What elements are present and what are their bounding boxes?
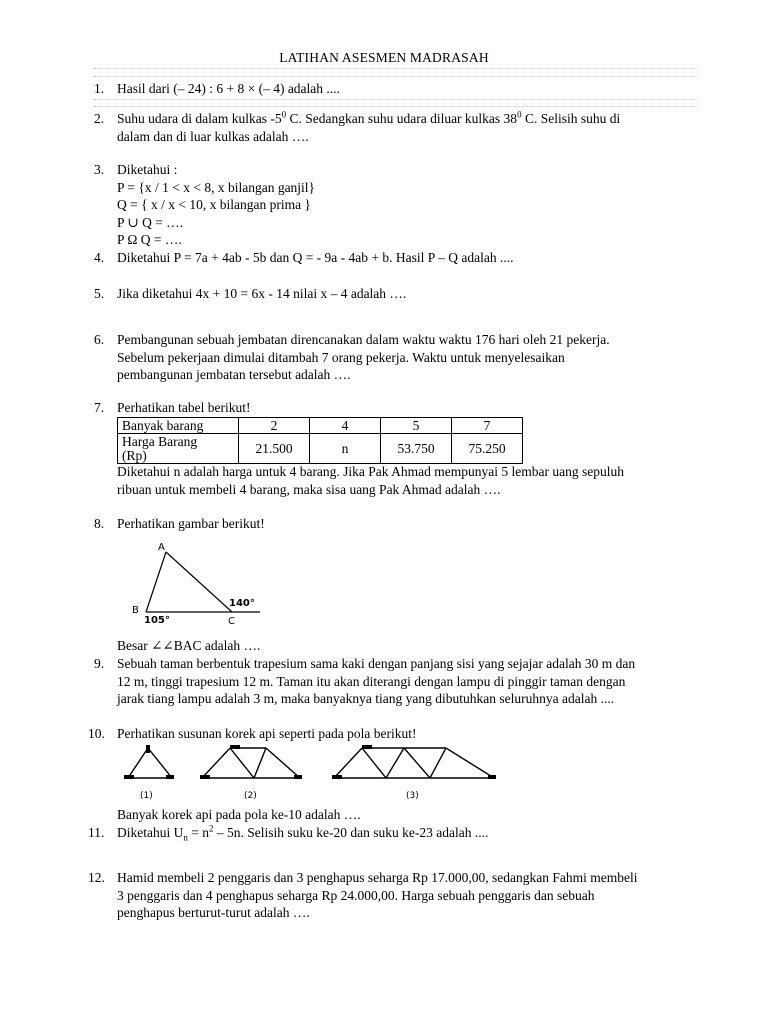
question-11 xyxy=(88,823,698,843)
text-line: Diketahui : xyxy=(117,162,178,177)
question-text xyxy=(117,331,698,384)
text-line: Sebuah taman berbentuk trapesium sama kaki dengan panjang sisi yang sejajar adalah 30 m dan xyxy=(117,656,636,671)
page-title: LATIHAN ASESMEN MADRASAH xyxy=(279,50,489,65)
label-c: C xyxy=(228,616,235,627)
question-1 xyxy=(94,80,698,98)
question-text: Jika diketahui 4x + 10 = 6x - 14 nilai x – 4 adalah …. xyxy=(117,286,407,301)
question-number: 2. xyxy=(94,111,105,126)
question-7 xyxy=(94,399,698,417)
price-table-wrap xyxy=(94,417,614,464)
question-text: Hasil dari (– 24) : 6 + 8 × (– 4) adalah .... xyxy=(117,81,340,96)
text-line: 3 penggaris dan 4 penghapus seharga Rp 24.000,00. Harga sebuah penggaris dan sebuah xyxy=(117,887,595,903)
table-cell: 53.750 xyxy=(381,434,452,464)
superscript: 0 xyxy=(281,109,287,120)
label-a: A xyxy=(158,542,165,553)
text-part: C. Selisih suhu di xyxy=(521,111,621,126)
text-line: Hamid membeli 2 penggaris dan 3 penghapus seharga Rp 17.000,00, sedangkan Fahmi membeli xyxy=(117,870,638,885)
side-ba xyxy=(146,552,166,612)
set-q: Q = { x / x < 10, x bilangan prima } xyxy=(117,197,311,212)
text-part: dalam dan di luar kulkas adalah …. xyxy=(117,128,309,144)
text-part: Suhu udara di dalam kulkas -5 xyxy=(117,111,282,126)
text-line: Pembangunan sebuah jembatan direncanakan dalam waktu waktu 176 hari oleh 21 pekerja. xyxy=(117,332,610,347)
set-p: P = {x / 1 < x < 8, x bilangan ganjil} xyxy=(117,179,316,195)
table-row xyxy=(118,434,523,464)
table-cell: 7 xyxy=(452,418,523,434)
side-ac xyxy=(166,552,232,612)
set-union: P ∪ Q = …. xyxy=(117,214,184,230)
dotted-rule xyxy=(94,106,698,107)
question-text: Diketahui P = 7a + 4ab - 5b dan Q = - 9a - 4ab + b. Hasil P – Q adalah .... xyxy=(117,250,514,265)
pattern-label: (3) xyxy=(406,791,419,801)
superscript: 0 xyxy=(517,109,522,120)
question-4 xyxy=(94,249,698,267)
question-number: 8. xyxy=(94,516,105,531)
question-2 xyxy=(94,110,698,145)
text-part: = n xyxy=(187,825,209,840)
dotted-rule xyxy=(94,99,698,100)
question-12 xyxy=(88,869,698,922)
pattern-2 xyxy=(202,748,300,778)
matchstick-figure xyxy=(118,742,508,804)
angle-b-label: 105° xyxy=(144,615,170,626)
superscript: 2 xyxy=(209,823,214,834)
question-intro: Perhatikan tabel berikut! xyxy=(117,400,251,415)
set-intersection: P Ω Q = …. xyxy=(117,232,182,247)
question-5 xyxy=(94,285,698,303)
table-cell: 75.250 xyxy=(452,434,523,464)
text-part: Diketahui U xyxy=(117,825,184,840)
text-line: 12 m, tinggi trapesium 12 m. Taman itu akan diterangi dengan lampu di pinggir taman dengan xyxy=(117,673,626,689)
match-heads xyxy=(124,745,496,779)
table-row xyxy=(118,418,523,434)
question-3 xyxy=(94,161,698,249)
cell-text: (Rp) xyxy=(122,447,147,463)
text-line: pembangunan jembatan tersebut adalah …. xyxy=(117,367,351,382)
question-text: Banyak korek api pada pola ke-10 adalah …. xyxy=(117,807,361,822)
table-cell: 5 xyxy=(381,418,452,434)
question-text xyxy=(117,110,698,145)
question-10-body xyxy=(94,806,698,824)
question-number: 12. xyxy=(88,870,105,885)
table-cell: 21.500 xyxy=(239,434,310,464)
question-text xyxy=(117,824,698,842)
pattern-3 xyxy=(334,748,494,778)
text-part: C. Sedangkan suhu udara diluar kulkas 38 xyxy=(286,111,518,126)
question-8 xyxy=(94,515,698,533)
question-6 xyxy=(94,331,698,384)
question-text xyxy=(117,463,698,498)
table-cell: n xyxy=(310,434,381,464)
table-cell: Banyak barang xyxy=(118,418,239,434)
question-number: 5. xyxy=(94,286,105,301)
table-cell: 2 xyxy=(239,418,310,434)
question-10 xyxy=(88,725,698,743)
question-text xyxy=(117,655,698,708)
angle-c-label: 140° xyxy=(229,598,255,609)
pattern-label: (2) xyxy=(244,791,257,801)
question-8-body xyxy=(94,637,698,655)
question-9 xyxy=(94,655,698,708)
dotted-rule xyxy=(94,76,698,77)
question-intro: Perhatikan susunan korek api seperti pada pola berikut! xyxy=(117,726,417,741)
price-table xyxy=(117,417,523,464)
question-7-body xyxy=(94,463,698,498)
question-number: 6. xyxy=(94,332,105,347)
question-number: 1. xyxy=(94,81,105,96)
question-text xyxy=(117,869,698,922)
question-number: 9. xyxy=(94,656,105,671)
table-cell: 4 xyxy=(310,418,381,434)
text-line: Sebelum pekerjaan dimulai ditambah 7 orang pekerja. Waktu untuk menyelesaikan xyxy=(117,349,565,365)
question-number: 4. xyxy=(94,250,105,265)
table-cell xyxy=(118,434,239,464)
text-part: – 5n. Selisih suku ke-20 dan suku ke-23 adalah .... xyxy=(213,825,489,840)
text-line: ribuan untuk membeli 4 barang, maka sisa uang Pak Ahmad adalah …. xyxy=(117,481,501,497)
label-b: B xyxy=(132,605,139,616)
cell-text: Harga Barang xyxy=(122,433,198,449)
question-number: 10. xyxy=(88,726,105,741)
subscript: n xyxy=(183,832,188,843)
pattern-label: (1) xyxy=(140,791,153,801)
question-text: Besar ∠∠BAC adalah …. xyxy=(117,638,261,653)
question-number: 7. xyxy=(94,400,105,415)
question-number: 11. xyxy=(88,825,105,840)
text-line: Diketahui n adalah harga untuk 4 barang. Jika Pak Ahmad mempunyai 5 lembar uang sepuluh xyxy=(117,464,625,479)
question-text xyxy=(117,161,698,249)
text-line: jarak tiang lampu adalah 3 m, maka banyaknya tiang yang dibutuhkan seluruhnya adalah .... xyxy=(117,691,615,706)
text-line: penghapus berturut-turut adalah …. xyxy=(117,905,310,920)
question-number: 3. xyxy=(94,162,105,177)
question-intro: Perhatikan gambar berikut! xyxy=(117,516,265,531)
triangle-figure xyxy=(120,538,280,630)
dotted-rule xyxy=(94,68,698,69)
